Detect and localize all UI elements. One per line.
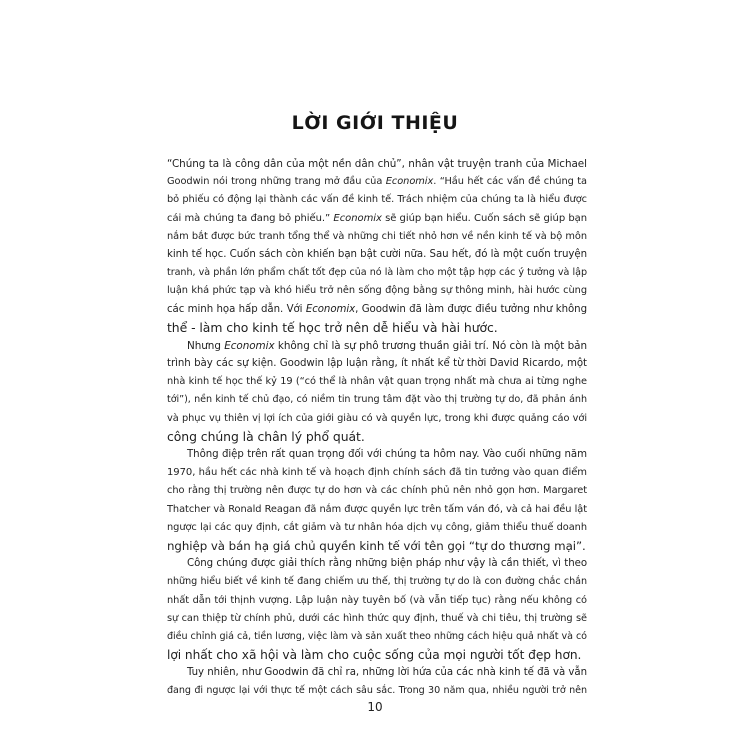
text-line: công chúng là chân lý phổ quát. (167, 428, 365, 444)
page-number: 10 (367, 700, 383, 714)
text-line: ngược lại các quy định, cắt giảm và tư nhân hóa dịch vụ công, giảm thiểu thuế doanh (167, 521, 587, 533)
text-line: Thông điệp trên rất quan trọng đối với chúng ta hôm nay. Vào cuối những năm (187, 449, 587, 460)
text-line: Nhưng Economix không chỉ là sự phô trương thuần giải trí. Nó còn là một bản (187, 339, 587, 352)
text-line: kinh tế học. Cuốn sách còn khiến bạn bật cười nữa. Sau hết, đó là một cuốn truyện (167, 248, 587, 260)
text-line: những hiểu biết về kinh tế đang chiếm ưu thế, thị trường tự do là con đường chắc chắn (167, 576, 587, 588)
text-line: nghiệp và bán hạ giá chủ quyền kinh tế với tên gọi “tự do thương mại”. (167, 538, 586, 553)
text-line: cái mà chúng ta đang bỏ phiếu.” Economix sẽ giúp bạn hiểu. Cuốn sách sẽ giúp bạn (167, 212, 587, 224)
text-line: 1970, hầu hết các nhà kinh tế và hoạch định chính sách đã tin tưởng vào quan điểm (167, 467, 587, 479)
text-line: và phục vụ thiên vị lợi ích của giới giàu có và quyền lực, trong khi được quảng cáo với (167, 412, 587, 424)
text-line: trình bày các sự kiện. Goodwin lập luận rằng, ít nhất kể từ thời David Ricardo, một (167, 358, 587, 370)
text-line: thể - làm cho kinh tế học trở nên dễ hiểu và hài hước. (167, 319, 498, 335)
text-line: nhà kinh tế học thế kỷ 19 (“có thể là nhân vật quan trọng nhất mà chưa ai từng nghe (167, 376, 587, 388)
text-line: tới”), nền kinh tế chủ đạo, có niềm tin trung tâm đặt vào thị trường tự do, đã phản ánh (167, 394, 587, 406)
text-line: Thatcher và Ronald Reagan đã nắm được quyền lực trên tấm ván đó, và cả hai đều lật (167, 503, 587, 515)
book-title-italic: Economix (305, 303, 356, 315)
text-line: sự can thiệp từ chính phủ, dưới các hình thức quy định, thuế và chi tiêu, thị trường sẽ (167, 612, 587, 624)
text-line: nắm bắt được bức tranh tổng thể và những chi tiết nhỏ hơn về nền kinh tế và bộ môn (167, 230, 587, 242)
text-line: tranh, và phần lớn phẩm chất tốt đẹp của nó là làm cho một tập hợp các ý tưởng và lập (167, 267, 587, 279)
text-line: điều chỉnh giá cả, tiền lương, việc làm và sản xuất theo những cách hiệu quả nhất và có (167, 630, 587, 642)
book-title-italic: Economix (224, 339, 275, 352)
text-line: đang đi ngược lại với thực tế một cách sâu sắc. Trong 30 năm qua, nhiều người trở nên (167, 685, 587, 697)
text-line: lợi nhất cho xã hội và làm cho cuộc sống của mọi người tốt đẹp hơn. (167, 648, 582, 663)
text-line: cho rằng thị trường nên được tự do hơn và các chính phủ nên nhỏ gọn hơn. Margaret (167, 485, 587, 497)
book-title-italic: Economix (385, 176, 434, 188)
text-line: nhất dẫn tới thịnh vượng. Lập luận này tuyên bố (và vẫn tiếp tục) rằng nếu không có (167, 594, 587, 606)
page-title: LỜI GIỚI THIỆU (291, 112, 459, 134)
text-line: các minh họa hấp dẫn. Với Economix, Goodwin đã làm được điều tưởng như không (167, 303, 587, 315)
book-title-italic: Economix (333, 212, 382, 224)
text-line: bỏ phiếu có động lại thành các vấn đề kinh tế. Trách nhiệm của chúng ta là hiểu được (167, 194, 587, 206)
body-text (167, 155, 587, 701)
text-line: Công chúng được giải thích rằng những biện pháp như vậy là cần thiết, vì theo (187, 558, 587, 570)
text-line: luận khá phức tạp và khó hiểu trở nên sống động bằng sự thông minh, hài hước cùng (167, 285, 587, 297)
text-line: Goodwin nói trong những trang mở đầu của Economix. “Hầu hết các vấn đề chúng ta (167, 176, 587, 188)
text-line: “Chúng ta là công dân của một nền dân chủ”, nhân vật truyện tranh của Michael (167, 158, 587, 170)
text-line: Tuy nhiên, như Goodwin đã chỉ ra, những lời hứa của các nhà kinh tế đã và vẫn (187, 667, 587, 679)
